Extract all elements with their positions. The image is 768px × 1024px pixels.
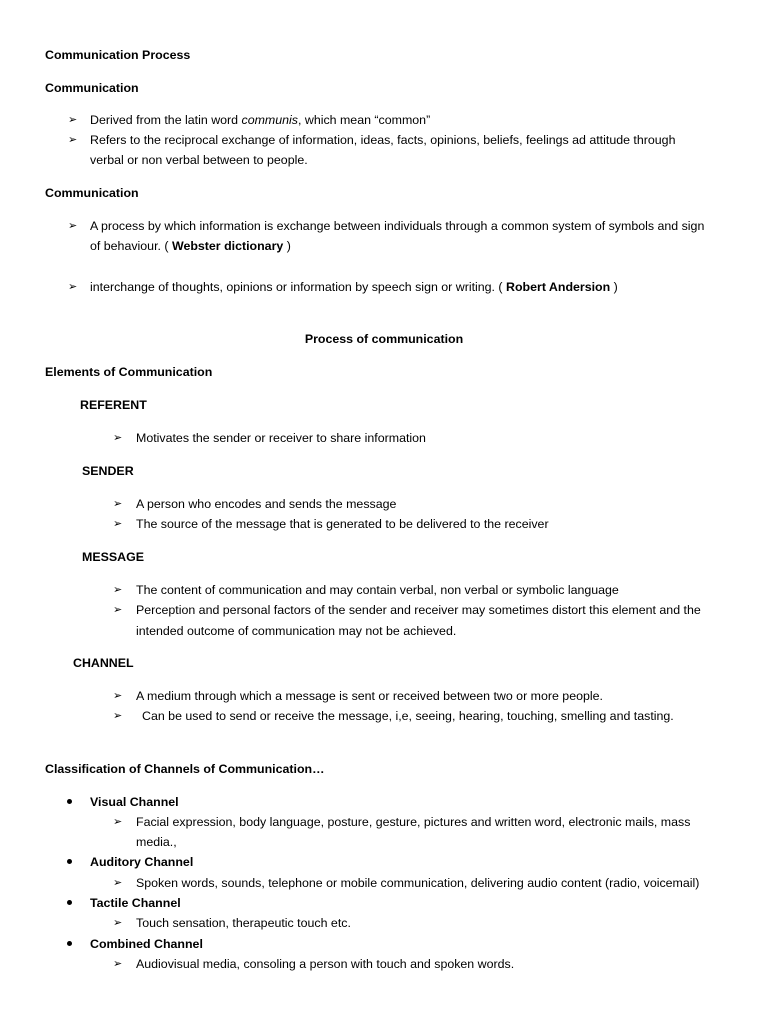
message-heading: MESSAGE bbox=[82, 550, 144, 564]
section-heading-communication-2: Communication bbox=[45, 186, 139, 200]
definition-andersion: interchange of thoughts, opinions or information by speech sign or writing. ( Robert Andersion ) bbox=[90, 280, 618, 294]
visual-channel-label: Visual Channel bbox=[90, 795, 179, 809]
definition-webster-line1: A process by which information is exchange between individuals through a common system of symbols and sign bbox=[90, 219, 705, 233]
arrow-bullet-icon: ➢ bbox=[113, 877, 123, 889]
definition-item-refers-line2: verbal or non verbal between to people. bbox=[90, 153, 308, 167]
arrow-bullet-icon: ➢ bbox=[113, 604, 123, 616]
arrow-bullet-icon: ➢ bbox=[113, 432, 123, 444]
auditory-channel-desc: Spoken words, sounds, telephone or mobile communication, delivering audio content (radio, voicemail) bbox=[136, 876, 700, 890]
message-item-2-line1: Perception and personal factors of the sender and receiver may sometimes distort this element and the bbox=[136, 603, 701, 617]
bullet-dot-icon bbox=[67, 941, 72, 946]
channel-item-2: Can be used to send or receive the message, i,e, seeing, hearing, touching, smelling and tasting. bbox=[142, 709, 674, 723]
definition-item-derived: Derived from the latin word communis, which mean “common” bbox=[90, 113, 431, 127]
bullet-dot-icon bbox=[67, 859, 72, 864]
arrow-bullet-icon: ➢ bbox=[113, 816, 123, 828]
arrow-bullet-icon: ➢ bbox=[68, 114, 78, 126]
arrow-bullet-icon: ➢ bbox=[113, 710, 123, 722]
definition-webster-line2: of behaviour. ( Webster dictionary ) bbox=[90, 239, 291, 253]
sender-item-1: A person who encodes and sends the message bbox=[136, 497, 397, 511]
elements-heading: Elements of Communication bbox=[45, 365, 213, 379]
arrow-bullet-icon: ➢ bbox=[113, 584, 123, 596]
channel-item-1: A medium through which a message is sent or received between two or more people. bbox=[136, 689, 603, 703]
arrow-bullet-icon: ➢ bbox=[113, 498, 123, 510]
bullet-dot-icon bbox=[67, 900, 72, 905]
referent-item: Motivates the sender or receiver to share information bbox=[136, 431, 426, 445]
sender-heading: SENDER bbox=[82, 464, 134, 478]
arrow-bullet-icon: ➢ bbox=[68, 281, 78, 293]
message-item-1: The content of communication and may contain verbal, non verbal or symbolic language bbox=[136, 583, 619, 597]
message-item-2-line2: intended outcome of communication may not be achieved. bbox=[136, 624, 457, 638]
referent-heading: REFERENT bbox=[80, 398, 147, 412]
section-heading-communication-1: Communication bbox=[45, 81, 139, 95]
arrow-bullet-icon: ➢ bbox=[113, 518, 123, 530]
bullet-dot-icon bbox=[67, 799, 72, 804]
combined-channel-label: Combined Channel bbox=[90, 937, 203, 951]
definition-item-refers-line1: Refers to the reciprocal exchange of information, ideas, facts, opinions, beliefs, feelings ad attitude through bbox=[90, 133, 676, 147]
visual-channel-desc-line2: media., bbox=[136, 835, 177, 849]
visual-channel-desc-line1: Facial expression, body language, posture, gesture, pictures and written word, electronic mails, mass bbox=[136, 815, 691, 829]
tactile-channel-desc: Touch sensation, therapeutic touch etc. bbox=[136, 916, 351, 930]
auditory-channel-label: Auditory Channel bbox=[90, 855, 194, 869]
combined-channel-desc: Audiovisual media, consoling a person with touch and spoken words. bbox=[136, 957, 515, 971]
arrow-bullet-icon: ➢ bbox=[113, 690, 123, 702]
document-title: Communication Process bbox=[45, 48, 191, 62]
channel-heading: CHANNEL bbox=[73, 656, 134, 670]
process-heading: Process of communication bbox=[304, 332, 464, 346]
arrow-bullet-icon: ➢ bbox=[68, 134, 78, 146]
tactile-channel-label: Tactile Channel bbox=[90, 896, 181, 910]
sender-item-2: The source of the message that is generated to be delivered to the receiver bbox=[136, 517, 549, 531]
arrow-bullet-icon: ➢ bbox=[68, 220, 78, 232]
classification-heading: Classification of Channels of Communication… bbox=[45, 762, 325, 776]
arrow-bullet-icon: ➢ bbox=[113, 958, 123, 970]
arrow-bullet-icon: ➢ bbox=[113, 917, 123, 929]
